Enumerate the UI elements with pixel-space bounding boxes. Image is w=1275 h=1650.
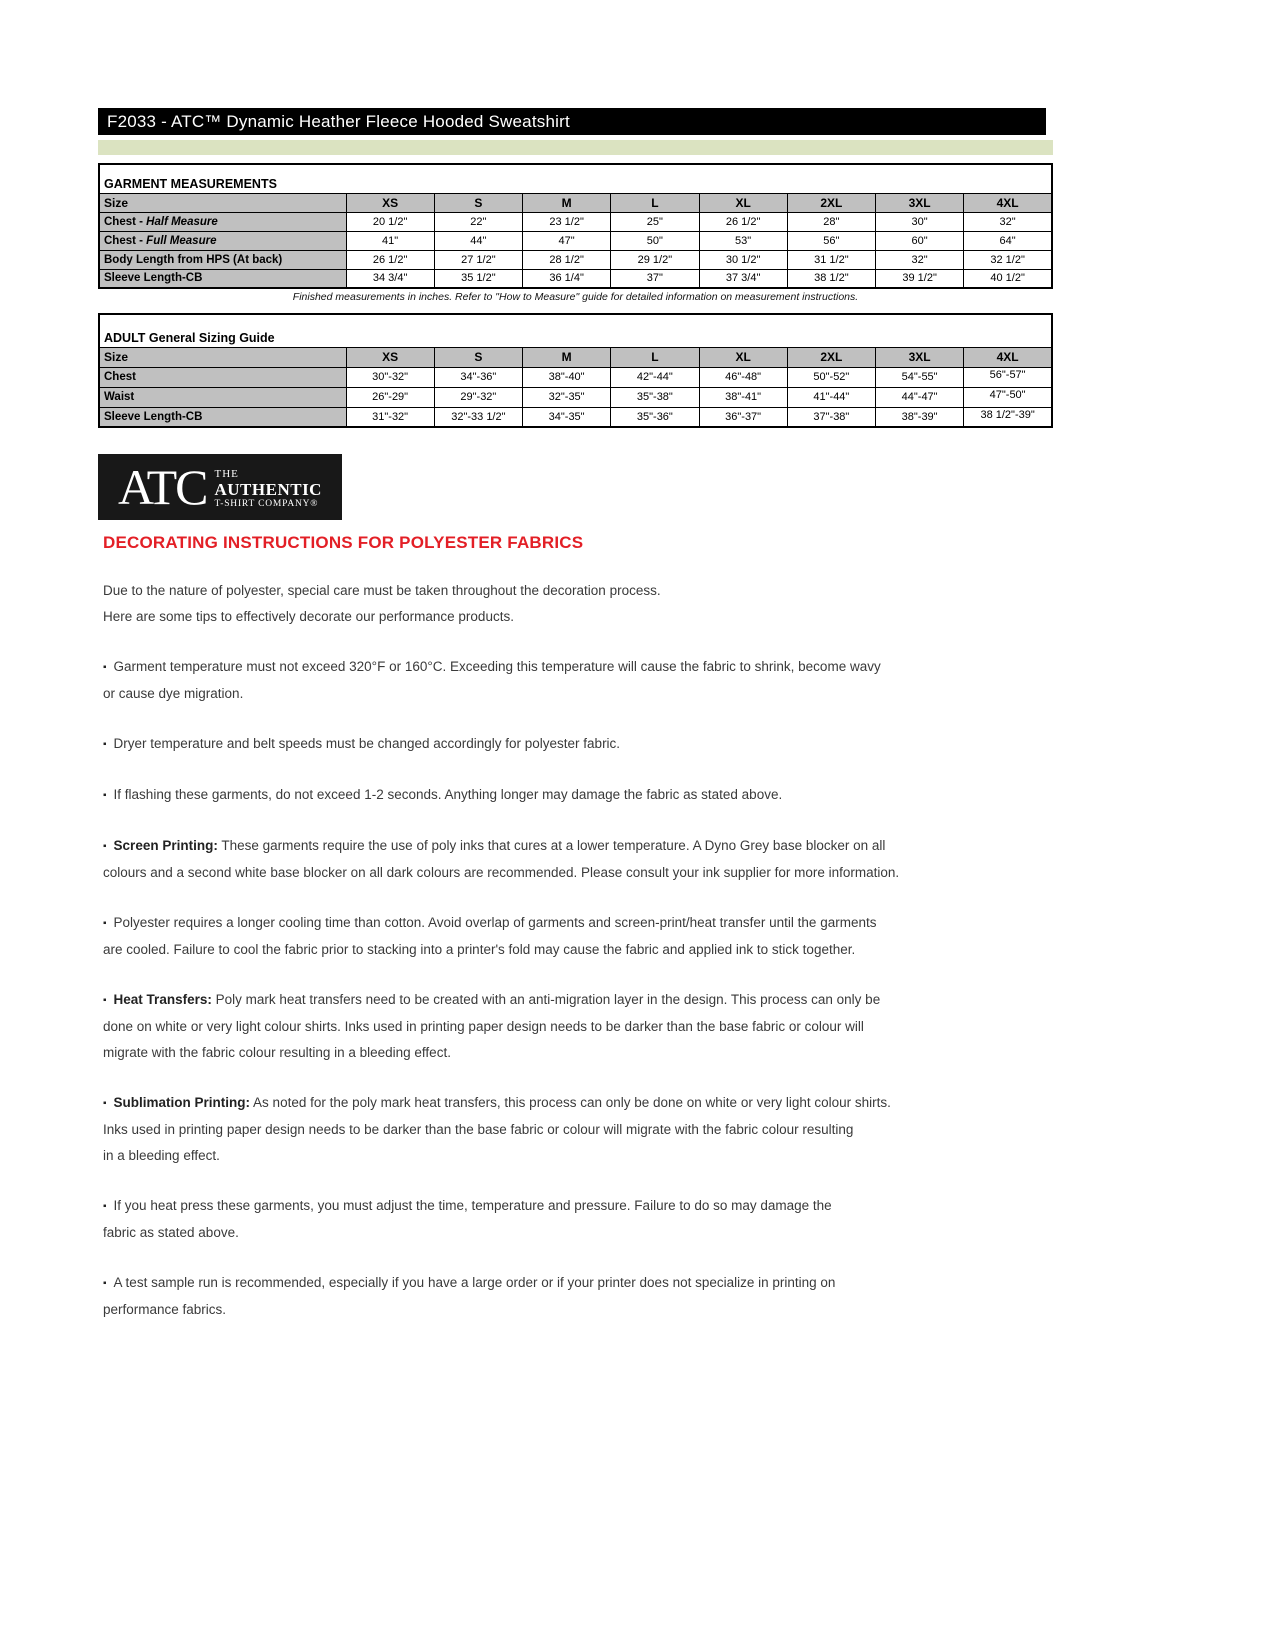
value-cell: 26 1/2" (699, 212, 787, 231)
size-label-cell: Size (99, 347, 346, 367)
size-column-header: XS (346, 347, 434, 367)
value-cell: 32"-35" (523, 387, 611, 407)
size-header-row (99, 193, 1052, 212)
value-cell: 34"-36" (434, 367, 522, 387)
atc-logo-text (215, 464, 322, 509)
value-cell: 37" (611, 269, 699, 288)
value-cell: 44" (434, 231, 522, 250)
row-label-cell: Waist (99, 387, 346, 407)
value-cell: 40 1/2" (964, 269, 1052, 288)
instruction-bullet: ▪ Garment temperature must not exceed 320°F or 160°C. Exceeding this temperature will cause the fabric to shrink, become wavy or cause dye migration. (103, 654, 1048, 707)
value-cell: 47"-50" (964, 387, 1052, 407)
value-cell: 27 1/2" (434, 250, 522, 269)
value-cell: 44"-47" (876, 387, 964, 407)
row-label-cell: Body Length from HPS (At back) (99, 250, 346, 269)
size-column-header: 3XL (876, 347, 964, 367)
value-cell: 26 1/2" (346, 250, 434, 269)
row-label-cell: Chest - Full Measure (99, 231, 346, 250)
logo-line-the: THE (214, 468, 239, 481)
value-cell: 38"-40" (523, 367, 611, 387)
size-column-header: XS (346, 193, 434, 212)
value-cell: 28" (787, 212, 875, 231)
size-column-header: 3XL (876, 193, 964, 212)
value-cell: 35"-36" (611, 407, 699, 427)
instruction-bullet: ▪ Sublimation Printing: As noted for the poly mark heat transfers, this process can only be done on white or very light colour shirts. Inks used in printing paper design needs to be darker than the base fabric or colour will migrate with the fabric colour resulting in a bleeding effect. (103, 1090, 1048, 1169)
measurement-row (99, 407, 1052, 427)
value-cell: 60" (876, 231, 964, 250)
bullet-square-icon: ▪ (103, 918, 107, 929)
size-column-header: 4XL (964, 193, 1052, 212)
table-title: ADULT General Sizing Guide (99, 314, 1052, 347)
bullet-square-icon: ▪ (103, 739, 107, 750)
measurement-row (99, 269, 1052, 288)
row-label-italic: Full Measure (146, 234, 217, 247)
bullet-lead: Screen Printing: (113, 838, 218, 853)
value-cell: 38"-39" (876, 407, 964, 427)
size-column-header: L (611, 193, 699, 212)
value-cell: 39 1/2" (876, 269, 964, 288)
row-label-cell: Chest (99, 367, 346, 387)
bullet-square-icon: ▪ (103, 1201, 107, 1212)
value-cell: 31 1/2" (787, 250, 875, 269)
size-column-header: M (523, 347, 611, 367)
value-cell: 50"-52" (787, 367, 875, 387)
value-cell: 47" (523, 231, 611, 250)
size-column-header: 4XL (964, 347, 1052, 367)
garment-measurements-table (98, 163, 1053, 289)
value-cell: 42"-44" (611, 367, 699, 387)
instruction-bullet: ▪ Screen Printing: These garments require the use of poly inks that cures at a lower temperature. A Dyno Grey base blocker on all colours and a second white base blocker on all dark colours are recommended. Please consult your ink supplier for more information. (103, 833, 1048, 886)
value-cell: 25" (611, 212, 699, 231)
size-column-header: XL (699, 193, 787, 212)
product-title-bar (98, 108, 1046, 135)
value-cell: 36 1/4" (523, 269, 611, 288)
measurements-footnote: Finished measurements in inches. Refer to "How to Measure" guide for detailed information on measurement instructions. (292, 291, 859, 303)
row-label-italic: Half Measure (146, 215, 218, 228)
row-label-cell: Chest - Half Measure (99, 212, 346, 231)
size-column-header: M (523, 193, 611, 212)
value-cell: 34 3/4" (346, 269, 434, 288)
atc-logo (98, 454, 342, 520)
instruction-bullet: ▪ Heat Transfers: Poly mark heat transfers need to be created with an anti-migration layer in the design. This process can only be done on white or very light colour shirts. Inks used in printing paper design needs to be darker than the base fabric or colour will migrate with the fabric colour resulting in a bleeding effect. (103, 987, 1048, 1066)
value-cell: 32"-33 1/2" (434, 407, 522, 427)
value-cell: 30 1/2" (699, 250, 787, 269)
value-cell: 38 1/2"-39" (964, 407, 1052, 427)
value-cell: 41"-44" (787, 387, 875, 407)
value-cell: 31"-32" (346, 407, 434, 427)
size-column-header: 2XL (787, 347, 875, 367)
value-cell: 28 1/2" (523, 250, 611, 269)
value-cell: 30" (876, 212, 964, 231)
value-cell: 20 1/2" (346, 212, 434, 231)
measurement-row (99, 231, 1052, 250)
product-title: F2033 - ATC™ Dynamic Heather Fleece Hooded Sweatshirt (107, 112, 570, 131)
value-cell: 38"-41" (699, 387, 787, 407)
value-cell: 56" (787, 231, 875, 250)
value-cell: 38 1/2" (787, 269, 875, 288)
measurement-row (99, 250, 1052, 269)
instruction-bullet: ▪ If you heat press these garments, you must adjust the time, temperature and pressure. Failure to do so may damage the fabric as stated above. (103, 1193, 1048, 1246)
value-cell: 35 1/2" (434, 269, 522, 288)
instruction-bullet: ▪ A test sample run is recommended, especially if you have a large order or if your printer does not specialize in printing on performance fabrics. (103, 1270, 1048, 1323)
table-title: GARMENT MEASUREMENTS (99, 164, 1052, 193)
value-cell: 64" (964, 231, 1052, 250)
adult-sizing-guide-table (98, 313, 1053, 428)
size-column-header: 2XL (787, 193, 875, 212)
bullet-lead: Sublimation Printing: (113, 1095, 251, 1110)
value-cell: 26"-29" (346, 387, 434, 407)
value-cell: 30"-32" (346, 367, 434, 387)
value-cell: 41" (346, 231, 434, 250)
atc-monogram-icon: ATC (118, 459, 207, 515)
table-title-row (99, 314, 1052, 347)
instruction-bullet: ▪ Polyester requires a longer cooling time than cotton. Avoid overlap of garments and screen-print/heat transfer until the garments are cooled. Failure to cool the fabric prior to stacking into a printer's fold may cause the fabric and applied ink to stick together. (103, 910, 1048, 963)
instruction-bullet: ▪ Dryer temperature and belt speeds must be changed accordingly for polyester fabric. (103, 731, 1048, 758)
bullet-square-icon: ▪ (103, 790, 107, 801)
bullet-square-icon: ▪ (103, 841, 107, 852)
bullet-square-icon: ▪ (103, 662, 107, 673)
bullet-square-icon: ▪ (103, 995, 107, 1006)
bullet-lead: Heat Transfers: (113, 992, 212, 1007)
size-label-cell: Size (99, 193, 346, 212)
value-cell: 35"-38" (611, 387, 699, 407)
accent-bar (98, 140, 1053, 155)
value-cell: 34"-35" (523, 407, 611, 427)
row-label-cell: Sleeve Length-CB (99, 407, 346, 427)
value-cell: 37"-38" (787, 407, 875, 427)
value-cell: 54"-55" (876, 367, 964, 387)
size-column-header: S (434, 347, 522, 367)
measurement-row (99, 367, 1052, 387)
size-header-row (99, 347, 1052, 367)
value-cell: 36"-37" (699, 407, 787, 427)
value-cell: 22" (434, 212, 522, 231)
instructions-body (103, 578, 1048, 1347)
value-cell: 53" (699, 231, 787, 250)
value-cell: 46"-48" (699, 367, 787, 387)
bullet-square-icon: ▪ (103, 1278, 107, 1289)
measurement-row (99, 387, 1052, 407)
size-column-header: S (434, 193, 522, 212)
value-cell: 32" (876, 250, 964, 269)
size-column-header: L (611, 347, 699, 367)
value-cell: 56"-57" (964, 367, 1052, 387)
decorating-instructions-heading: DECORATING INSTRUCTIONS FOR POLYESTER FABRICS (103, 533, 584, 552)
value-cell: 23 1/2" (523, 212, 611, 231)
logo-line-authentic: AUTHENTIC (214, 480, 322, 500)
value-cell: 50" (611, 231, 699, 250)
value-cell: 29 1/2" (611, 250, 699, 269)
value-cell: 37 3/4" (699, 269, 787, 288)
intro-paragraph: Due to the nature of polyester, special care must be taken throughout the decoration process. Here are some tips to effectively decorate our performance products. (103, 583, 661, 624)
row-label-cell: Sleeve Length-CB (99, 269, 346, 288)
size-column-header: XL (699, 347, 787, 367)
table-title-row (99, 164, 1052, 193)
value-cell: 29"-32" (434, 387, 522, 407)
bullet-square-icon: ▪ (103, 1098, 107, 1109)
measurement-row (99, 212, 1052, 231)
instruction-bullet: ▪ If flashing these garments, do not exceed 1-2 seconds. Anything longer may damage the fabric as stated above. (103, 782, 1048, 809)
value-cell: 32" (964, 212, 1052, 231)
logo-line-company: T-SHIRT COMPANY® (214, 499, 319, 510)
value-cell: 32 1/2" (964, 250, 1052, 269)
